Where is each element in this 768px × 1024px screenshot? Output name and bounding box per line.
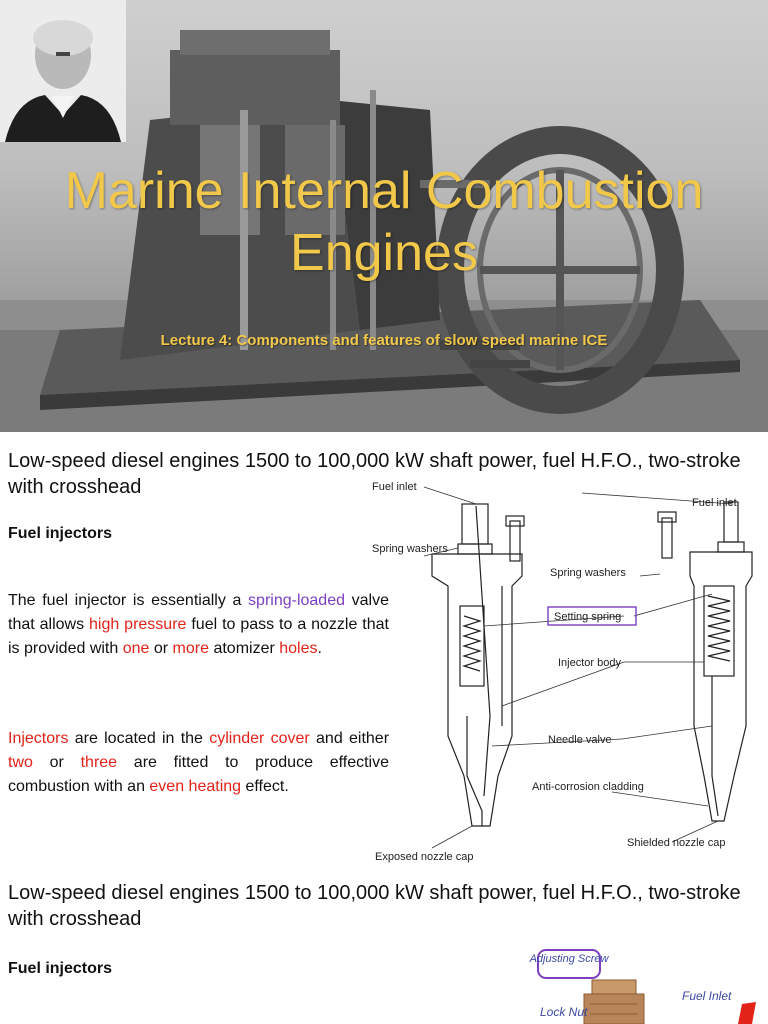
content-slide-1 (0, 432, 768, 864)
label-needle-valve: Needle valve (548, 734, 612, 746)
lecture-subtitle: Lecture 4: Components and features of slow speed marine ICE (160, 332, 608, 349)
fuel-injector-detail-diagram (520, 944, 768, 1024)
paragraph-injector-definition: The fuel injector is essentially a spring-loaded valve that allows high pressure fuel to pass to a nozzle that is provided with one or more atomizer holes. (8, 592, 390, 657)
label-injector-body: Injector body (558, 657, 621, 669)
slide-subheading-2: Fuel injectors (8, 960, 113, 977)
label-exposed-nozzle-cap: Exposed nozzle cap (375, 851, 474, 863)
label-spring-washers-right: Spring washers (550, 567, 626, 579)
label-fuel-inlet-left: Fuel inlet (372, 481, 417, 493)
label-fuel-inlet-detail: Fuel Inlet (682, 989, 732, 1003)
paragraph-injector-location: Injectors are located in the cylinder cover and either two or three are fitted to produce effective combustion with an even heating effect. (8, 730, 390, 795)
presentation-title: Marine Internal Combustion Engines (64, 162, 704, 282)
slide-heading-2: Low-speed diesel engines 1500 to 100,000 kW shaft power, fuel H.F.O., two-stroke with crosshead (8, 882, 741, 930)
fuel-injector-diagram (372, 476, 768, 864)
label-shielded-nozzle-cap: Shielded nozzle cap (627, 837, 726, 849)
content-slide-2 (0, 864, 768, 1024)
label-lock-nut: Lock Nut (540, 1005, 588, 1019)
label-fuel-inlet-right: Fuel inlet (692, 497, 737, 509)
label-setting-spring: Setting spring (554, 611, 622, 623)
label-anti-corrosion-cladding: Anti-corrosion cladding (532, 781, 644, 793)
slide-subheading: Fuel injectors (8, 525, 113, 542)
slide-heading: Low-speed diesel engines 1500 to 100,000 kW shaft power, fuel H.F.O., two-stroke with crosshead (8, 450, 741, 498)
label-spring-washers-left: Spring washers (372, 543, 448, 555)
portrait-photo (0, 0, 126, 142)
title-slide (0, 0, 768, 432)
label-adjusting-screw: Adjusting Screw (529, 953, 609, 965)
